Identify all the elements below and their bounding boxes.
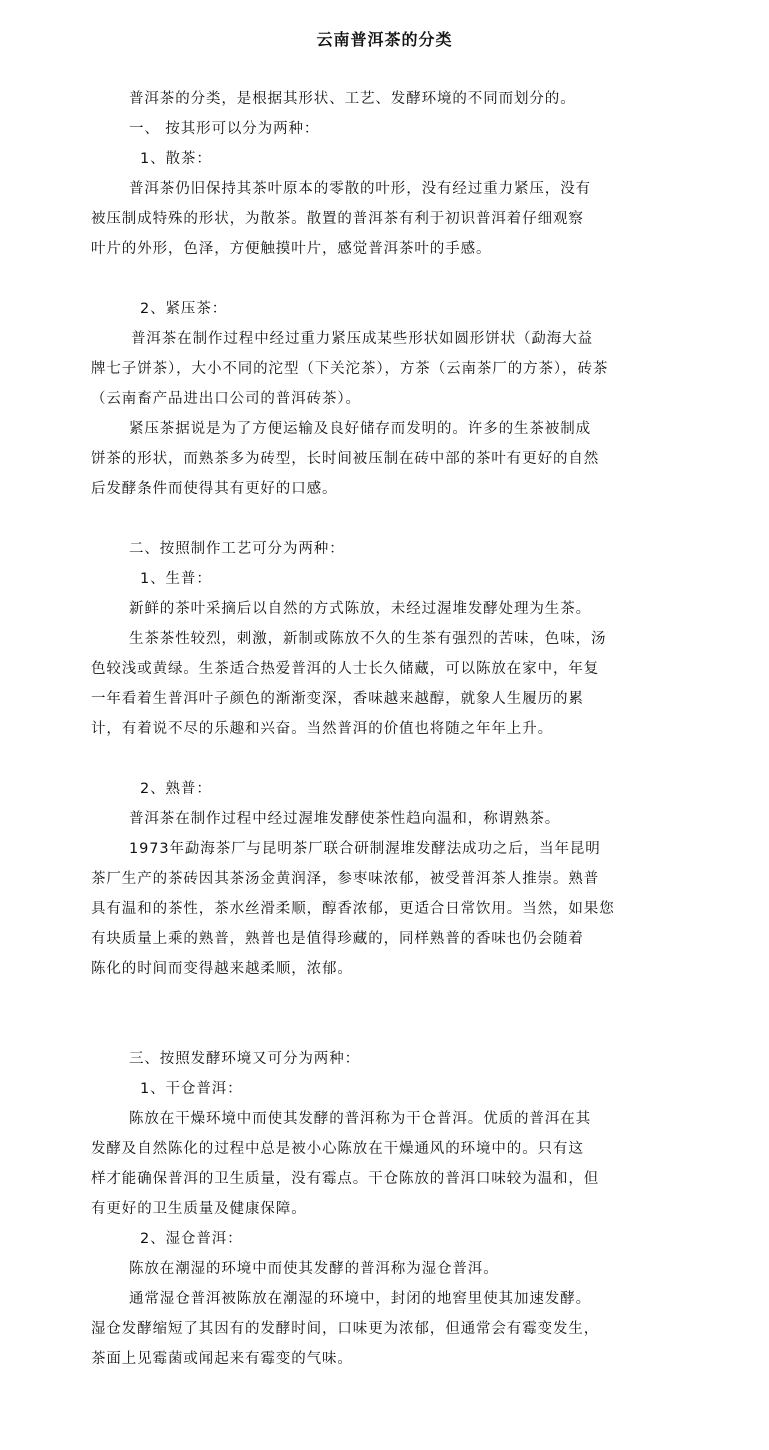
- paragraph-line: 茶面上见霉菌或闻起来有霉变的气味。: [91, 1351, 353, 1367]
- paragraph-line: （云南畜产品进出口公司的普洱砖茶）。: [91, 391, 361, 407]
- paragraph-line: 发酵及自然陈化的过程中总是被小心陈放在干燥通风的环境中的。只有这: [91, 1141, 584, 1157]
- paragraph-line: 普洱茶在制作过程中经过渥堆发酵使茶性趋向温和，称谓熟茶。: [129, 811, 561, 827]
- document-title: 云南普洱茶的分类: [316, 30, 453, 49]
- paragraph-line: 陈放在干燥环境中而使其发酵的普洱称为干仓普洱。优质的普洱在其: [129, 1111, 591, 1127]
- subsection-2-1-heading: 1、生普：: [140, 571, 212, 587]
- paragraph-line: 茶厂生产的茶砖因其茶汤金黄润泽，参枣味浓郁，被受普洱茶人推崇。熟普: [91, 871, 600, 887]
- subsection-2-2-heading: 2、熟普：: [140, 781, 212, 797]
- subsection-1-2-heading: 2、紧压茶：: [140, 301, 228, 317]
- section-3-heading: 三、按照发酵环境又可分为两种：: [129, 1051, 360, 1067]
- paragraph-line: 一年看着生普洱叶子颜色的渐渐变深，香味越来越醇，就象人生履历的累: [91, 691, 584, 707]
- paragraph-line: 1973年勐海茶厂与昆明茶厂联合研制渥堆发酵法成功之后，当年昆明: [129, 841, 601, 857]
- paragraph-line: 普洱茶仍旧保持其茶叶原本的零散的叶形，没有经过重力紧压，没有: [129, 181, 591, 197]
- paragraph-line: 色较浅或黄绿。生茶适合热爱普洱的人士长久储藏，可以陈放在家中，年复: [91, 661, 600, 677]
- paragraph-line: 具有温和的茶性，茶水丝滑柔顺，醇香浓郁，更适合日常饮用。当然，如果您: [91, 901, 615, 917]
- paragraph-line: 牌七子饼茶），大小不同的沱型（下关沱茶），方茶（云南茶厂的方茶），砖茶: [91, 361, 609, 377]
- paragraph-line: 样才能确保普洱的卫生质量，没有霉点。干仓陈放的普洱口味较为温和，但: [91, 1171, 600, 1187]
- paragraph-line: 紧压茶据说是为了方便运输及良好储存而发明的。许多的生茶被制成: [129, 421, 591, 437]
- subsection-1-1-heading: 1、散茶：: [140, 151, 212, 167]
- paragraph-line: 新鲜的茶叶采摘后以自然的方式陈放，未经过渥堆发酵处理为生茶。: [129, 601, 591, 617]
- paragraph-line: 湿仓发酵缩短了其因有的发酵时间，口味更为浓郁，但通常会有霉变发生，: [91, 1321, 600, 1337]
- paragraph-line: 叶片的外形，色泽，方便触摸叶片，感觉普洱茶叶的手感。: [91, 241, 492, 257]
- paragraph-line: 饼茶的形状，而熟茶多为砖型，长时间被压制在砖中部的茶叶有更好的自然: [91, 451, 600, 467]
- paragraph-line: 陈放在潮湿的环境中而使其发酵的普洱称为湿仓普洱。: [129, 1261, 499, 1277]
- paragraph-line: 计，有着说不尽的乐趣和兴奋。当然普洱的价值也将随之年年上升。: [91, 721, 553, 737]
- paragraph-line: 普洱茶在制作过程中经过重力紧压成某些形状如圆形饼状（勐海大益: [131, 331, 593, 347]
- paragraph-line: 有更好的卫生质量及健康保障。: [91, 1201, 307, 1217]
- paragraph-line: 生茶茶性较烈，刺激，新制或陈放不久的生茶有强烈的苦味，色味，汤: [129, 631, 607, 647]
- subsection-3-1-heading: 1、干仓普洱：: [140, 1081, 243, 1097]
- paragraph-line: 通常湿仓普洱被陈放在潮湿的环境中，封闭的地窖里使其加速发酵。: [129, 1291, 591, 1307]
- paragraph-line: 有块质量上乘的熟普，熟普也是值得珍藏的，同样熟普的香味也仍会随着: [91, 931, 584, 947]
- section-1-heading: 一、 按其形可以分为两种：: [129, 121, 320, 137]
- paragraph-line: 被压制成特殊的形状，为散茶。散置的普洱茶有利于初识普洱着仔细观察: [91, 211, 584, 227]
- paragraph-line: 后发酵条件而使得其有更好的口感。: [91, 481, 338, 497]
- paragraph-line: 陈化的时间而变得越来越柔顺，浓郁。: [91, 961, 353, 977]
- intro-line: 普洱茶的分类，是根据其形状、工艺、发酵环境的不同而划分的。: [129, 91, 576, 107]
- section-2-heading: 二、按照制作工艺可分为两种：: [129, 541, 345, 557]
- subsection-3-2-heading: 2、湿仓普洱：: [140, 1231, 243, 1247]
